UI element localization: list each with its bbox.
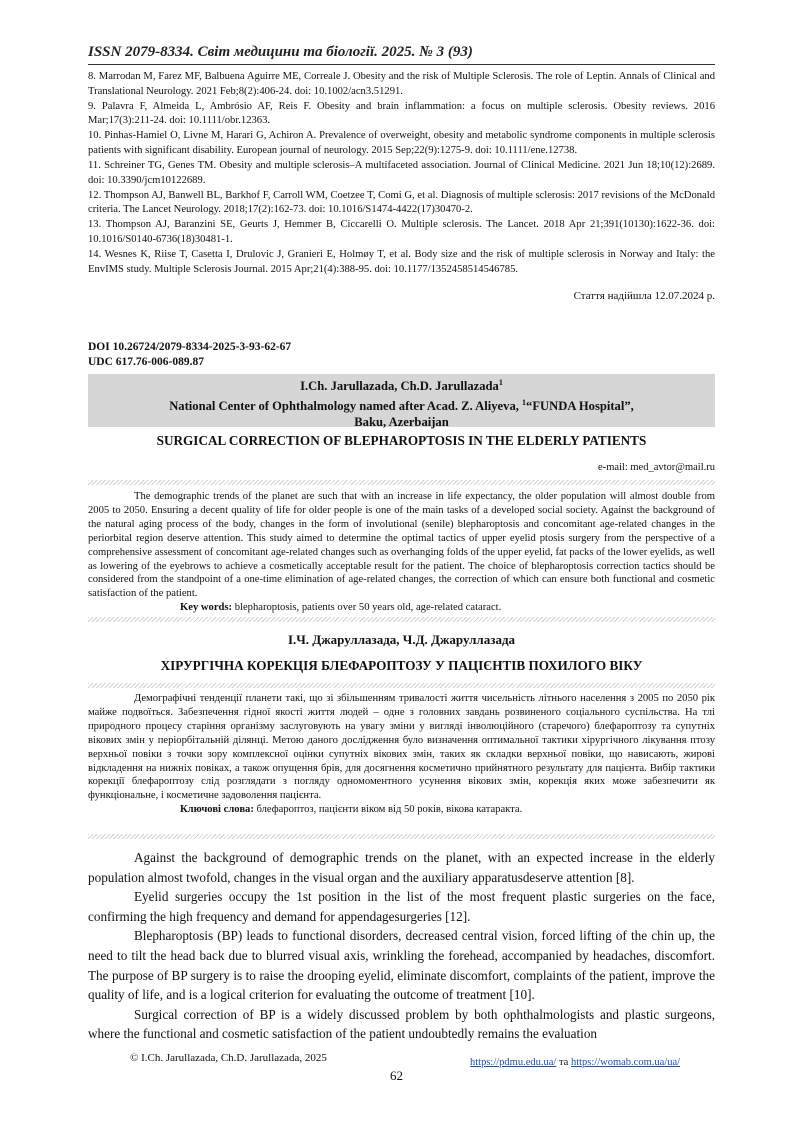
- contact-email: e-mail: med_avtor@mail.ru: [598, 462, 715, 473]
- reference-item: 14. Wesnes K, Riise T, Casetta I, Drulovic J, Granieri E, Holmøy T, et al. Body size and the risk of multiple sclerosis in Norway and Italy: the EnvIMS study. Multiple Sclerosis Journal. 2015 Apr;21(4):388-95. doi: 10.1177/1352458514546785.: [88, 249, 715, 275]
- body-paragraph: Surgical correction of BP is a widely discussed problem by both ophthalmologists and plastic surgeons, where the functional and cosmetic satisfaction of the patient undoubtedly remains the evaluation: [88, 1006, 715, 1042]
- decorative-divider: [88, 683, 715, 688]
- header-rule: [88, 64, 715, 65]
- abstract-uk-text: Демографічні тенденції планети такі, що зі збільшенням тривалості життя чисельність літнього населення з 2005 по 2050 рік майже подвоїться. Забезпечення гідної якості життя людей – одне з головних завдань розвиненого соціального суспільства. На тлі природного процесу старіння організму заслуговують на увагу зміни у вигляді інволюційного (старечого) блефароптозу та супутніх вікових змін у періорбітальній ділянці. Метою даного дослідження було визначення оптимальної тактики хірургічного лікування птозу верхньої повіки з точки зору комплексної оцінки супутніх вікових змін, таких як складки верхньої повіки, що нависають, жирові відкладення на нижніх повіках, а також опущення брів, для досягнення косметично прийнятного результату для пацієнта. Вибір тактики корекції блефароптозу слід розглядати з погляду одномоментного усунення вікових змін, корекція яких може забезпечити як функціональне, і косметичне задоволення пацієнта.: [88, 693, 715, 802]
- authors-affiliation-box: [88, 374, 715, 430]
- journal-header: ISSN 2079-8334. Світ медицини та біології. 2025. № 3 (93): [88, 44, 473, 60]
- reference-item: 8. Marrodan M, Farez MF, Balbuena Aguirre ME, Correale J. Obesity and the risk of Multiple Sclerosis. The role of Leptin. Annals of Clinical and Translational Neurology. 2021 Feb;8(2):406-24. doi: 10.1002/acn3.51291.: [88, 71, 715, 97]
- article-title-en: SURGICAL CORRECTION OF BLEPHAROPTOSIS IN THE ELDERLY PATIENTS: [156, 433, 647, 448]
- abstract-en: [88, 490, 715, 615]
- reference-item: 13. Thompson AJ, Baranzini SE, Geurts J, Hemmer B, Ciccarelli O. Multiple sclerosis. The Lancet. 2018 Apr 21;391(10130):1622-36. doi: 10.1016/S0140-6736(18)30481-1.: [88, 219, 715, 246]
- article-body: [88, 848, 715, 1044]
- footer-links: https://pdmu.edu.ua/ та https://womab.com.ua/ua/: [470, 1057, 681, 1068]
- doi-block: [88, 340, 291, 369]
- udc-text: UDC 617.76-006-089.87: [88, 355, 204, 368]
- reference-list: [88, 70, 715, 278]
- page-number: 62: [390, 1068, 403, 1083]
- reference-item: 9. Palavra F, Almeida L, Ambrósio AF, Reis F. Obesity and brain inflammation: a focus on multiple sclerosis. Obesity reviews. 2016 Mar;17(3):211-24. doi: 10.1111/obr.12363.: [88, 100, 715, 127]
- footer-link-womab[interactable]: https://womab.com.ua/ua/: [570, 1057, 681, 1068]
- keywords-en: Key words: blepharoptosis, patients over 50 years old, age-related cataract.: [180, 602, 502, 614]
- body-paragraph: Eyelid surgeries occupy the 1st position in the list of the most frequent plastic surgeries on the face, confirming the high frequency and demand for appendagesurgeries [12].: [88, 889, 715, 924]
- abstract-en-text: The demographic trends of the planet are such that with an increase in life expectancy, the older population will almost double from 2005 to 2050. Ensuring a decent quality of life for older people is one of the main tasks of a developed social society. Against the background of the natural aging process of the body, changes in the form of involutional (senile) blepharoptosis and concomitant age-related changes in the periorbital region deserve attention. This study aimed to determine the optimal tactics of upper eyelid ptosis surgery from the perspective of a comprehensive assessment of concomitant age-related changes such as overhanging folds of the upper eyelid, fat packs of the lower eyelids, as well as lowering of the eyebrows to achieve a cosmetically acceptable result for the patient. The choice of blepharoptosis correction tactics should be considered from the standpoint of a one-time elimination of age-related changes, the correction of which can ensure both functional and cosmetic satisfaction of the patient.: [88, 491, 715, 600]
- received-date: Стаття надійшла 12.07.2024 р.: [573, 290, 715, 302]
- reference-item: 12. Thompson AJ, Banwell BL, Barkhof F, Carroll WM, Coetzee T, Comi G, et al. Diagnosis of multiple sclerosis: 2017 revisions of the McDonald criteria. The Lancet Neurology. 2018;17(2):162-73. doi: 10.1016/S1474-4422(17)30470-2.: [88, 189, 715, 216]
- authors-en: I.Ch. Jarullazada, Ch.D. Jarullazada$^1$: [300, 378, 503, 394]
- decorative-divider: [88, 617, 715, 622]
- body-paragraph: Blepharoptosis (BP) leads to functional disorders, decreased central vision, forced lifting of the chin up, the need to tilt the head back due to blurred visual axis, wrinkling the forehead, accompanied by headaches, discomfort. The purpose of BP surgery is to raise the drooping eyelid, eliminate discomfort, complaints of the patient, improve the quality of life, and is a logical criterion for evaluating the outcome of treatment [10].: [88, 928, 715, 1003]
- affiliation-en: National Center of Ophthalmology named after Acad. Z. Aliyeva, $^1$“FUNDA Hospital”,: [169, 397, 634, 413]
- doi-text: DOI 10.26724/2079-8334-2025-3-93-62-67: [88, 341, 292, 353]
- keywords-uk: Ключові слова: блефароптоз, пацієнти віком від 50 років, вікова катаракта.: [180, 804, 523, 816]
- footer-link-pdmu[interactable]: https://pdmu.edu.ua/: [470, 1057, 557, 1068]
- decorative-divider: [88, 834, 715, 839]
- affiliation-city: Baku, Azerbaijan: [354, 415, 449, 430]
- reference-item: 11. Schreiner TG, Genes TM. Obesity and multiple sclerosis–A multifaceted association. Journal of Clinical Medicine. 2021 Jun 18;10(12):2689. doi: 10.3390/jcm10122689.: [88, 160, 715, 186]
- article-title-uk: ХІРУРГІЧНА КОРЕКЦІЯ БЛЕФАРОПТОЗУ У ПАЦІЄНТІВ ПОХИЛОГО ВІКУ: [160, 658, 643, 673]
- reference-item: 10. Pinhas-Hamiel O, Livne M, Harari G, Achiron A. Prevalence of overweight, obesity and metabolic syndrome components in multiple sclerosis patients with significant disability. European journal of neurology. 2015 Sep;22(9):1275-9. doi: 10.1111/ene.12738.: [88, 130, 715, 156]
- body-paragraph: Against the background of demographic trends on the planet, with an expected increase in the elderly population almost twofold, changes in the visual organ and the auxiliary apparatusdeserve attention [8].: [88, 850, 715, 885]
- authors-uk: І.Ч. Джаруллазада, Ч.Д. Джаруллазада: [287, 632, 516, 647]
- decorative-divider: [88, 480, 715, 485]
- abstract-uk: [88, 692, 715, 817]
- footer-copyright: © I.Ch. Jarullazada, Ch.D. Jarullazada, 2025: [130, 1052, 327, 1064]
